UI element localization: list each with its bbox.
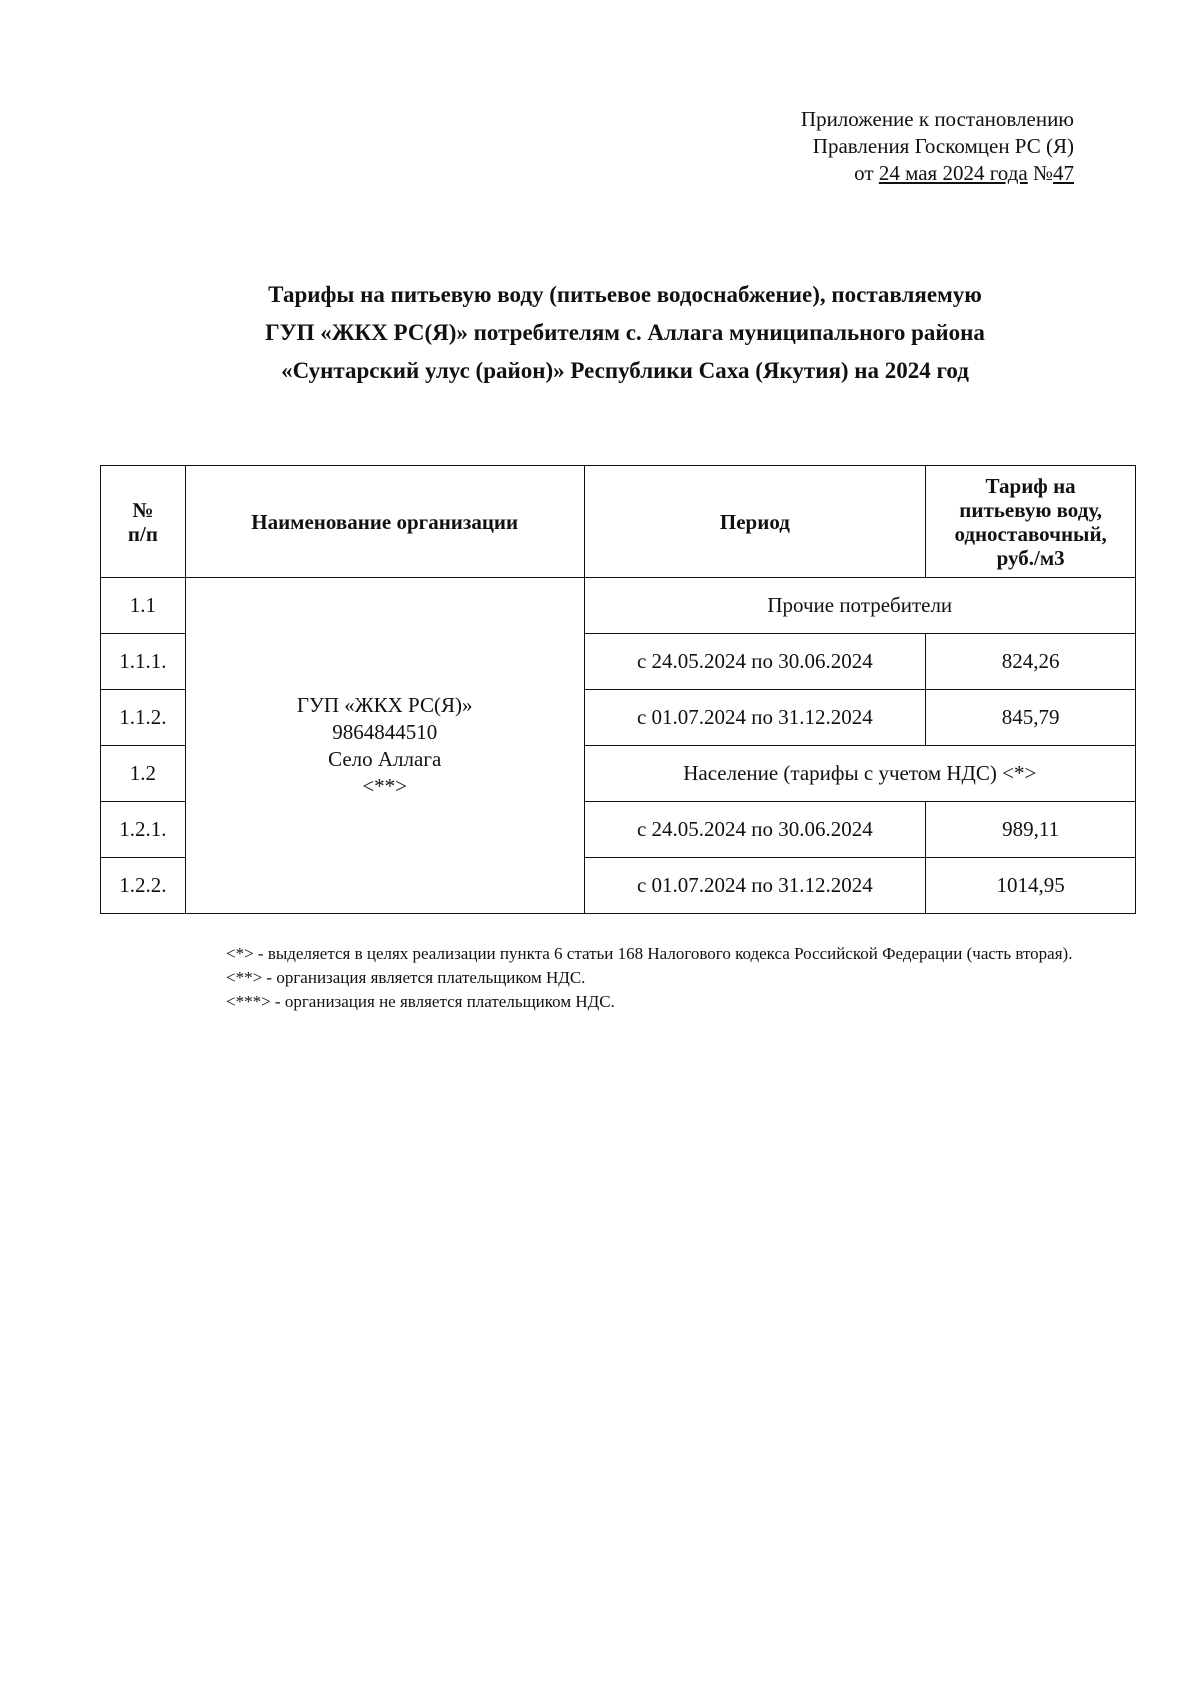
row-number: 1.2 (101, 746, 186, 802)
row-tariff: 1014,95 (926, 858, 1136, 914)
header-number (101, 466, 186, 578)
footnote-vat-payer: <**> - организация является плательщиком НДС. (226, 968, 586, 987)
title-line-3: «Сунтарский улус (район)» Республики Саха (Якутия) на 2024 год (281, 358, 969, 383)
appendix-line-1: Приложение к постановлению (800, 107, 1074, 131)
table-header-row (101, 466, 1136, 578)
organization-mark: <**> (362, 773, 408, 798)
header-tariff-line-1: Тариф на (985, 473, 1076, 498)
row-number: 1.1.2. (101, 690, 186, 746)
row-number: 1.1.1. (101, 634, 186, 690)
row-tariff: 824,26 (926, 634, 1136, 690)
footnote-vat-allocation: <*> - выделяется в целях реализации пункта 6 статьи 168 Налогового кодекса Российской Федерации (часть вторая). (226, 944, 1073, 963)
row-tariff: 989,11 (926, 802, 1136, 858)
organization-name: ГУП «ЖКХ РС(Я)» (296, 692, 473, 717)
header-number-sign: № (132, 497, 154, 522)
header-tariff (926, 466, 1136, 578)
appendix-line-2: Правления Госкомцен РС (Я) (812, 134, 1074, 158)
footnotes (172, 942, 1120, 1014)
header-tariff-line-4: руб./м3 (996, 545, 1065, 570)
group-label: Население (тарифы с учетом НДС) <*> (584, 746, 1135, 802)
row-number: 1.2.2. (101, 858, 186, 914)
header-tariff-line-3: одноставочный, (954, 521, 1107, 546)
footnote-non-vat-payer: <***> - организация не является плательщиком НДС. (226, 992, 615, 1011)
appendix-date: 24 мая 2024 года (878, 161, 1028, 185)
appendix-number-sign: № (1032, 161, 1053, 185)
organization-inn: 9864844510 (332, 719, 438, 744)
row-number: 1.1 (101, 578, 186, 634)
header-number-abbr: п/п (127, 521, 158, 546)
title-line-1: Тарифы на питьевую воду (питьевое водоснабжение), поставляемую (268, 282, 982, 307)
header-tariff-line-2: питьевую воду, (959, 497, 1102, 522)
organization-cell (185, 578, 584, 914)
row-period: с 24.05.2024 по 30.06.2024 (584, 802, 926, 858)
table-row (101, 578, 1136, 634)
row-period: с 01.07.2024 по 31.12.2024 (584, 858, 926, 914)
document-title (150, 276, 1100, 390)
title-line-2: ГУП «ЖКХ РС(Я)» потребителям с. Аллага муниципального района (265, 320, 985, 345)
appendix-number: 47 (1053, 161, 1074, 185)
appendix-line-3 (801, 160, 1074, 187)
row-period: с 01.07.2024 по 31.12.2024 (584, 690, 926, 746)
appendix-date-prefix: от (854, 161, 874, 185)
appendix-header (801, 106, 1074, 187)
tariff-table (100, 465, 1136, 914)
header-period: Период (584, 466, 926, 578)
organization-location: Село Аллага (328, 746, 442, 771)
header-organization: Наименование организации (185, 466, 584, 578)
row-tariff: 845,79 (926, 690, 1136, 746)
row-period: с 24.05.2024 по 30.06.2024 (584, 634, 926, 690)
group-label: Прочие потребители (584, 578, 1135, 634)
row-number: 1.2.1. (101, 802, 186, 858)
